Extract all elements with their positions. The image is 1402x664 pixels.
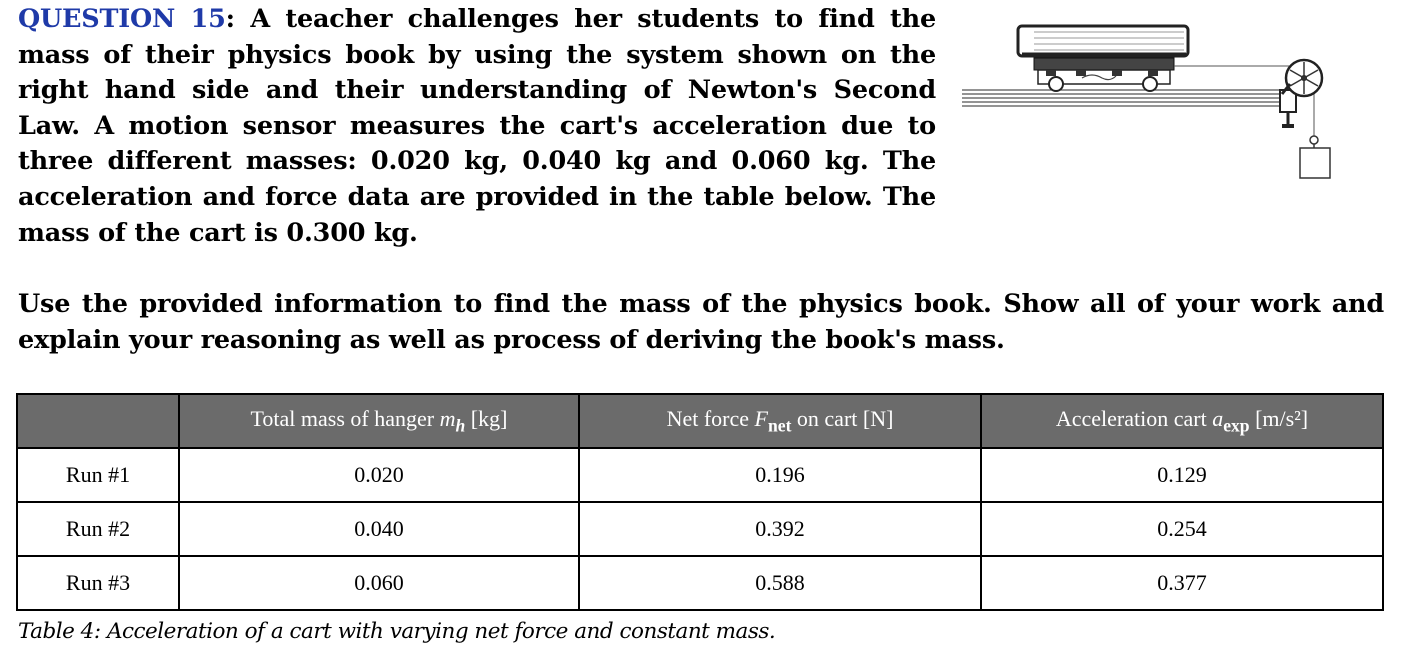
instruction-paragraph: Use the provided information to find the mass of the physics book. Show all of your work and explain your reasoning as well as process of deriving the book's mass. <box>18 289 1384 355</box>
acceleration-cell: 0.129 <box>981 448 1383 502</box>
run-label-cell: Run #3 <box>17 556 179 610</box>
table-row <box>17 448 1383 502</box>
table-header-row <box>17 394 1383 448</box>
run-label-cell: Run #2 <box>17 502 179 556</box>
cart-pulley-diagram <box>962 14 1382 184</box>
question-paragraph <box>18 2 936 251</box>
header-cell-net-force: Net force $F_{net}$ on cart [N] <box>579 394 981 448</box>
header-cell-empty <box>17 394 179 448</box>
mass-cell: 0.060 <box>179 556 579 610</box>
mass-cell: 0.020 <box>179 448 579 502</box>
force-cell: 0.588 <box>579 556 981 610</box>
run-label-cell: Run #1 <box>17 448 179 502</box>
header-cell-hanger-mass: Total mass of hanger $m_h$ [kg] <box>179 394 579 448</box>
question-label: QUESTION 15 <box>18 4 226 34</box>
question-text: : A teacher challenges her students to find the mass of their physics book by using the system shown on the right hand side and their understanding of Newton's Second Law. A motion sensor measures the cart's acceleration due to three different masses: 0.020 kg, 0.040 kg and 0.060 kg. The acceleration and force data are provided in the table below. The mass of the cart is 0.300 kg. <box>18 4 936 248</box>
clamp <box>1280 90 1296 128</box>
acceleration-cell: 0.377 <box>981 556 1383 610</box>
table-row <box>17 556 1383 610</box>
mass-cell: 0.040 <box>179 502 579 556</box>
table-caption: Table 4: Acceleration of a cart with varying net force and constant mass. <box>18 619 776 644</box>
physics-book <box>1018 26 1188 56</box>
header-cell-acceleration: Acceleration cart $a_{exp}$ [m/s²] <box>981 394 1383 448</box>
force-cell: 0.392 <box>579 502 981 556</box>
acceleration-cell: 0.254 <box>981 502 1383 556</box>
force-cell: 0.196 <box>579 448 981 502</box>
data-table <box>16 393 1384 611</box>
table-row <box>17 502 1383 556</box>
track <box>962 90 1287 106</box>
cart <box>1034 58 1174 91</box>
hanging-mass <box>1300 136 1330 178</box>
